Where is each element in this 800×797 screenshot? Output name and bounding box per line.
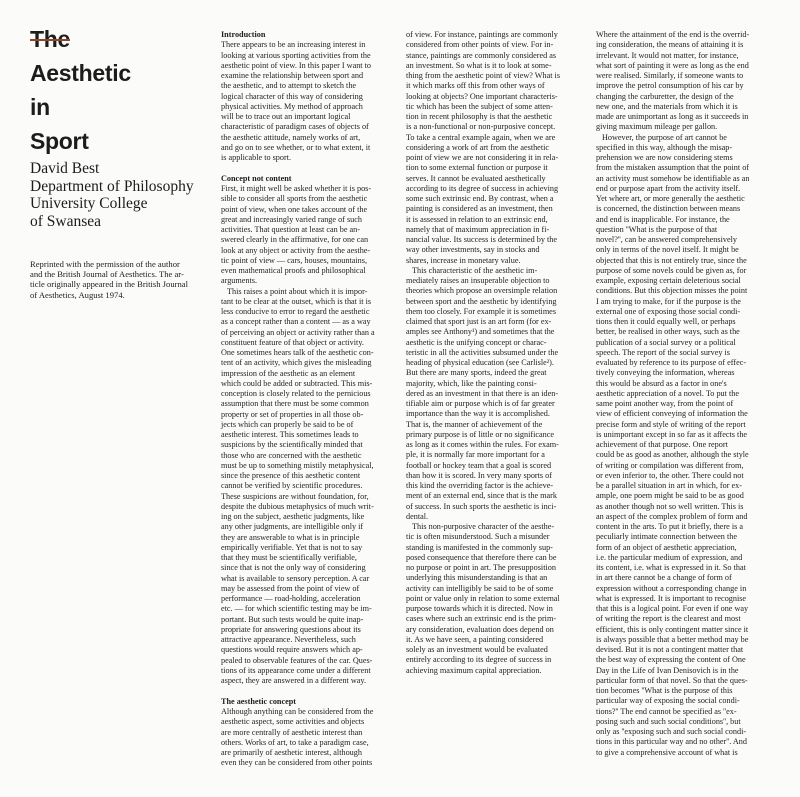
text-line: achievement of that purpose. One report [596,440,728,449]
text-line: since that is not the only way of considering [221,563,366,573]
paragraph-first-line: This characteristic of the aesthetic im- [412,265,538,275]
text-line: solely as an investment would be evaluated [406,645,548,654]
text-line: will be to trace out an important logical [221,112,351,121]
text-line: ample, one poem might be said to be as good [596,491,744,501]
text-line: posing such and such social conditions'', but [596,716,741,726]
text-line: they are answerable to what is in principle [221,532,360,542]
text-line: ary consideration, evaluation does depend on [406,624,554,634]
text-line: aesthetic interest. This sometimes leads to [221,430,359,439]
text-line: characteristic of paradigm cases of objects of [221,122,369,132]
text-line: tant to be clear at the outset, which is that it is [221,296,372,306]
text-line: that they must be scientifically verifiable, [221,553,357,562]
text-line: tent of an activity, which gives the misleading [221,358,372,368]
text-line: improve the petrol consumption of his car by [596,81,744,91]
text-line: ple, it is normally far more important for a [406,450,545,460]
text-line: tion to some external function or purpose it [406,163,548,173]
text-line: what is expressed. It is important to recognise [596,593,747,603]
text-line: One sometimes hears talk of the aesthetic con- [221,348,374,357]
text-line: tion in recent philosophy is that the aesthetic [406,112,553,121]
text-line: tic is often misunderstood. Such a misunder [406,532,550,542]
text-line: conditions. But this objection misses the point [596,286,748,296]
text-line: from the mistaken assumption that the point of [596,163,750,173]
text-line: considered from other points of view. For in- [406,40,554,50]
text-line: even they can be considered from other points [221,758,373,768]
text-line: to give a comprehensive account of what is [596,747,738,757]
text-line: pealed to observable features of the car. Ques- [221,655,373,665]
author-block [30,160,194,230]
text-line: purpose of some novels could be given as, for [596,265,747,275]
text-line: propriate for answering questions about its [221,624,361,634]
text-line: novel?'', can be answered comprehensively [596,235,737,244]
text-line: speech. The report of the social survey is [596,347,730,357]
text-line: and go on to see whether, or to what extent, it [221,142,371,152]
text-line: importance than the way it is accomplished. [406,409,550,419]
text-line: tic which has been the subject of some atten- [406,101,553,111]
text-line: Day in the Life of Ivan Denisovich is in the [596,665,739,675]
text-line: tions then it could equally well, or perhaps [596,317,736,326]
text-line: as another though not so well written. This is [596,501,744,511]
text-line: of perceiving an object or activity rather than a [221,327,375,337]
text-line: is always possible that a better method may be [596,634,749,644]
text-line: than how it is scored. In very many sports of [406,470,552,480]
text-line: performance — road-holding, acceleration [221,594,361,603]
text-line: way other investments, say in stocks and [406,245,540,255]
text-line: its content, i.e. what is expressed in it. So that [596,563,746,572]
text-line: example, exposing certain deleterious social [596,276,741,285]
text-line: are primarily of aesthetic interest, although [221,748,362,757]
title-line-4: Sport [30,128,89,154]
text-line: point of view we are not considering it in rela- [406,153,559,162]
text-line: since the presence of this aesthetic content [221,471,361,480]
text-line: logical character of this way of considering [221,91,363,101]
text-line: There appears to be an increasing interest in [221,40,366,50]
text-line: cannot be verified by scientific procedures. [221,481,363,491]
text-line: new one, and the materials from which it is [596,101,738,111]
text-line: aesthetic is the unifying concept or charac- [406,337,547,347]
text-line: no purpose or point in art. The presupposition [406,563,556,572]
text-line: view of efficient conveying of information the [596,409,748,419]
text-line: despite the dubious metaphysics of much writ- [221,501,374,511]
text-line: But there are many sports, indeed the great [406,368,547,378]
article-title [30,22,131,158]
reprint-note [30,259,210,300]
text-line: activity can intelligibly be said to be of some [406,583,554,593]
text-line: aesthetic aspect, some activities and objects [221,717,365,727]
text-line: specified in this way, although the misap- [596,142,733,152]
text-line: tions of its appearance come under a different [221,665,371,675]
text-line: empirically verifiable. Yet that is not to say [221,542,363,552]
text-line: tively conveying the information, whereas [596,368,735,378]
text-line: be a parallel situation in art in which, for ex- [596,481,742,490]
body-column-2 [406,30,579,676]
text-line: must be up to something mistily metaphysical, [221,460,374,470]
title-line-3: in [30,94,50,120]
text-line: is unimportant except in so far as it affects the [596,429,748,439]
text-line: which could be added or subtracted. This mis- [221,378,373,388]
text-line: i.e. the particular medium of expression, and [596,552,743,562]
text-line: same point another way, from the point of [596,399,734,408]
text-line: less conducive to error to regard the aesthetic [221,307,370,316]
text-line: First, it might well be asked whether it is pos- [221,184,372,193]
text-line: others. Works of art, to take a paradigm case, [221,737,369,747]
text-line: That is, the manner of achievement of the [406,419,543,429]
text-line: is concerned, the distinction between means [596,204,741,214]
text-line: property or set of properties in all those ob- [221,409,364,419]
text-line: impression of the aesthetic as an element [221,368,356,378]
text-line: according to its degree of success in achieving [406,183,559,193]
reprint-line: Reprinted with the permission of the author [30,259,180,269]
text-line: an aspect of the complex problem of form and [596,511,748,521]
text-line: purpose towards which it is directed. Now in [406,604,553,613]
text-line: giving maximum mileage per gallon. [596,122,718,132]
text-line: some such extrinsic end. By contrast, when a [406,194,554,203]
text-line: what sort of painting it were as long as the end [596,60,749,70]
text-line: thing from the aesthetic point of view? What is [406,71,561,80]
text-line: aesthetic appreciation of a novel. To put the [596,388,739,398]
text-line: To take a central example again, when we are [406,132,556,142]
paragraph-first-line: This non-purposive character of the aesthe- [412,522,555,531]
text-line: teristic in all the activities subsumed under the [406,347,559,357]
text-line: particular way of exposing the social condi- [596,696,740,706]
text-line: irrelevant. It would not matter, for instance, [596,50,739,60]
text-line: conception is closely related to the pernicious [221,389,371,398]
text-line: it which marks off this from other ways of [406,81,545,91]
title-line-2: Aesthetic [30,60,131,86]
text-line: heading of physical education (see Carlisle²). [406,358,554,367]
author-place: of Swansea [30,212,102,230]
text-line: publication of a social survey or a political [596,337,736,347]
text-line: ment of an external end, since that is the mark [406,491,557,501]
text-line: better, be realised in other ways, such as the [596,327,740,337]
text-line: tifiable aim or purpose which is of far greater [406,399,555,408]
text-line: an activity must somehow be identifiable as an [596,173,750,183]
text-line: cases where such an extrinsic end is the prim- [406,614,557,624]
text-line: form of an object of aesthetic appreciation, [596,542,737,552]
text-line: those who are concerned with the aesthetic [221,450,362,460]
text-line: assumption that there must be some common [221,399,369,409]
text-line: tic point of view — cars, houses, mountains, [221,255,367,265]
text-line: it is assessed in relation to an extrinsic end, [406,214,548,224]
text-line: claimed that sport just is an art form (for ex- [406,317,552,326]
reprint-line: of Aesthetics, August 1974. [30,289,125,300]
text-line: evaluated by reference to its purpose of effec- [596,358,747,367]
text-line: looking at various sporting activities from the [221,50,371,60]
text-line: it. As we have seen, a painting considered [406,634,544,644]
text-line: tion becomes ''What is the purpose of this [596,686,733,695]
text-line: in art there cannot be a change of form of [596,573,732,583]
text-line: aspect, they are answered in a different way. [221,676,367,685]
text-line: tions in this particular way and no other''. And [596,737,747,747]
text-line: them too closely. For example it is sometimes [406,306,557,316]
text-line: constituent feature of that object or activity. [221,337,364,347]
text-line: and end is inapplicable. For instance, the [596,214,730,224]
text-line: arguments. [221,276,258,286]
text-line: These suspicions are without foundation, for, [221,491,369,501]
section-heading: Introduction [221,30,266,39]
text-line: the aesthetic attitude, namely works of art, [221,132,361,142]
text-line: of success. In such sports the aesthetic is inci- [406,501,557,511]
paragraph-first-line: However, the purpose of art cannot be [602,132,727,142]
text-line: the best way of expressing the content of One [596,655,746,665]
text-line: primary purpose is of little or no significance [406,429,555,439]
text-line: achieving maximum capital appreciation. [406,665,542,675]
author-department: Department of Philosophy [30,177,194,195]
text-line: devised. But it is not a contingent matter that [596,645,744,654]
text-line: question ''What is the purpose of that [596,224,718,234]
text-line: or even inferior to, the other. There could not [596,470,744,480]
text-line: changing the carburetter, the design of the [596,91,734,101]
text-line: serves. It cannot be evaluated aesthetically [406,173,546,183]
text-line: only as ''exposing such and such social condi- [596,727,747,736]
text-line: standing is manifested in the commonly sup- [406,542,553,552]
text-line: stance, paintings are commonly considered as [406,50,557,60]
reprint-line: ticle originally appeared in the British Journal [30,279,188,290]
text-line: amples see Anthony¹) and sometimes that the [406,327,555,337]
text-line: namely that of maximum appreciation in fi- [406,224,550,234]
text-line: physical activities. My method of approach [221,101,363,111]
text-line: portant. But such tests would be quite inap- [221,614,364,624]
text-line: I am trying to make, for if the purpose is the [596,296,741,306]
text-line: painting is considered as an investment, then [406,204,553,214]
text-line: prehension we are now considering stems [596,153,733,162]
text-line: etc. — for which scientific testing may be im- [221,604,372,614]
text-line: attractive appearance. Nevertheless, such [221,635,356,644]
text-line: made are unimportant as long as it succeeds in [596,112,749,121]
text-line: Where the attainment of the end is the overrid- [596,30,750,39]
section-heading: The aesthetic concept [221,696,297,706]
text-line: football or hockey team that a goal is scored [406,460,552,470]
text-line: point of view, when one takes account of the [221,204,368,214]
text-line: shares, increase in monetary value. [406,255,521,265]
text-line: is applicable to sport. [221,153,292,162]
text-line: precise form and style of writing of the report [596,419,746,429]
text-line: an investment. So what is it to look at some- [406,60,552,70]
text-line: majority, which, like the painting consi- [406,378,537,388]
text-line: objected that this is not entirely true, since the [596,255,747,265]
body-column-1 [221,30,393,769]
text-line: activities. That question at least can be an- [221,225,360,234]
text-line: nancial value. Its success is determined by the [406,235,557,244]
text-line: content in the arts. To put it briefly, there is a [596,522,743,531]
text-line: entirely according to its degree of success in [406,655,552,665]
text-line: point or value only in relation to some external [406,593,560,603]
text-line: this kind the overriding factor is the achieve- [406,481,554,490]
text-line: great and increasingly varied range of such [221,214,362,224]
text-line: dental. [406,511,429,521]
text-line: sible to consider all sports from the aesthetic [221,194,368,204]
text-line: efficient, this is only contingent matter since it [596,624,749,634]
section-heading: Concept not content [221,173,292,183]
text-line: may be assessed from the point of view of [221,583,360,593]
section-gap [221,686,393,697]
text-line: of writing or compilation was different from, [596,460,744,470]
paragraph-first-line: This raises a point about which it is impor- [227,286,368,296]
text-line: questions would require answers which ap- [221,645,363,655]
text-line: were realised. Similarly, if someone wants to [596,71,744,80]
text-line: is a non-functional or non-purposive concept. [406,122,556,132]
text-line: what is available to sensory perception. A car [221,573,370,583]
body-column-3 [596,30,772,758]
text-line: jects which can properly be said to be of [221,419,354,429]
text-line: considering a work of art from the aesthetic [406,142,550,152]
text-line: ing on the subject, aesthetic judgments, like [221,512,365,521]
text-line: between sport and the aesthetic by identifying [406,296,557,306]
text-line: posed consequence that therefore there can be [406,552,557,562]
text-line: expression without a corresponding change in [596,583,747,593]
text-line: are more centrally of aesthetic interest than [221,727,363,737]
text-line: of writing the report is the clearest and most [596,614,741,624]
text-line: that this is a logical point. For even if one way [596,604,749,613]
text-line: particular form of that novel. So that the ques- [596,675,748,685]
text-line: aesthetic point of view. In this paper I want to [221,60,371,70]
text-line: tions?'' The end cannot be specified as ''ex- [596,706,737,716]
text-line: external one of exposing those social condi- [596,306,741,316]
text-line: suspicions by the scientifically minded that [221,440,363,450]
section-gap [221,163,393,174]
text-line: as long as it comes within the rules. For exam- [406,440,559,449]
text-line: end or purpose apart from the activity itself. [596,183,741,193]
text-line: examine the relationship between sport and [221,71,364,80]
author-name: David Best [30,160,100,177]
text-line: swered clearly in the affirmative, for one can [221,235,369,245]
author-college: University College [30,195,148,212]
text-line: peculiarly intimate connection between the [596,532,737,542]
text-line: dered as an investment in that there is an iden- [406,388,559,398]
text-line: Yet where art, or more generally the aesthetic [596,194,745,203]
title-line-1: The [30,26,70,52]
reprint-line: and the British Journal of Aesthetics. The ar- [30,269,184,280]
text-line: ing consideration, the means of attaining it is [596,40,744,50]
text-line: mediately raises an insuperable objection to [406,276,550,285]
text-line: any other judgments, are intelligible only if [221,522,364,532]
text-line: this would be absurd as a factor in one's [596,378,727,388]
text-line: looking at objects? One important characteris- [406,91,558,101]
text-line: the aesthetic, and to attempt to sketch the [221,81,357,91]
text-line: Although anything can be considered from the [221,707,374,716]
text-line: could be as good as another, although the style [596,450,749,460]
text-line: underlying this misunderstanding is that an [406,573,548,583]
text-line: only in terms of the novel itself. It might be [596,245,739,255]
text-line: even mathematical proofs and philosophical [221,266,366,275]
text-line: theories which propose an oversimple relation [406,286,558,296]
text-line: of view. For instance, paintings are commonly [406,30,558,39]
text-line: look at any object or activity from the aesthe- [221,245,371,255]
text-line: as a concept rather than a content — as a way [221,317,371,327]
